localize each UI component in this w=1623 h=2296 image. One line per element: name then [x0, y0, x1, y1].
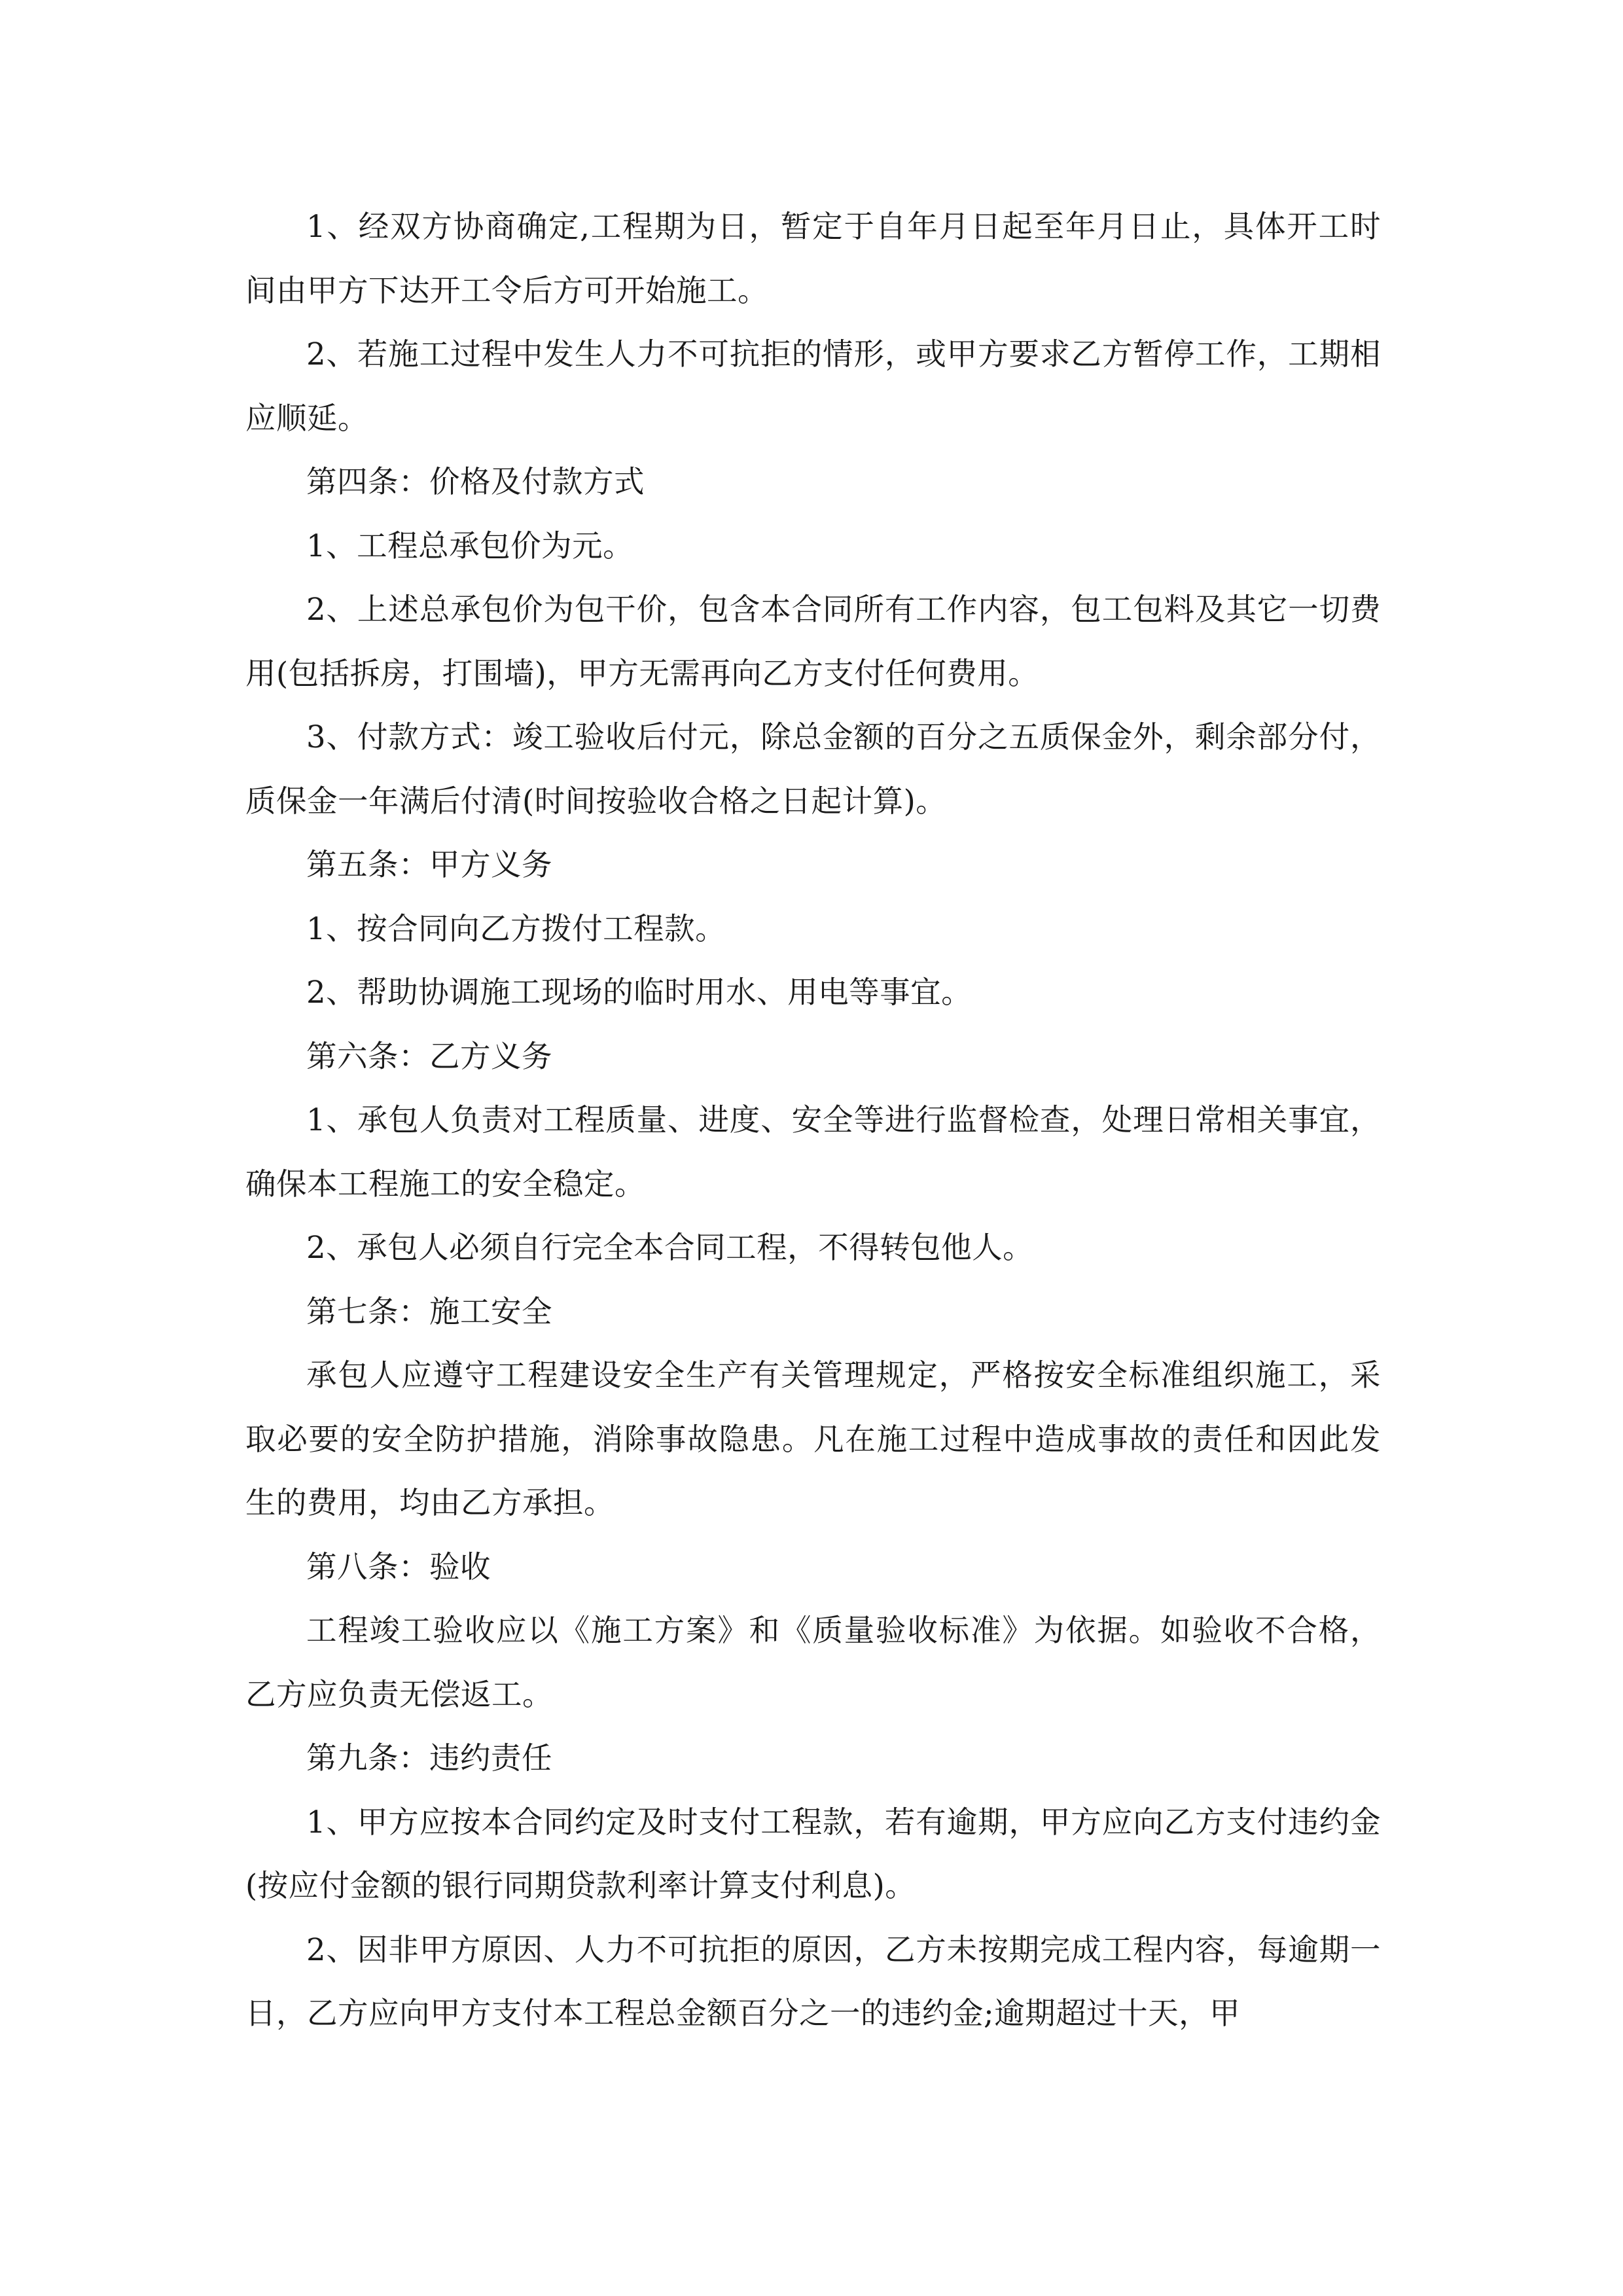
clause-paragraph: 2、上述总承包价为包干价，包含本合同所有工作内容，包工包料及其它一切费用(包括拆房，打围墙)，甲方无需再向乙方支付任何费用。 — [245, 592, 1381, 691]
clause-paragraph: 2、若施工过程中发生人力不可抗拒的情形，或甲方要求乙方暂停工作，工期相应顺延。 — [245, 336, 1381, 436]
clause-paragraph: 2、因非甲方原因、人力不可抗拒的原因，乙方未按期完成工程内容，每逾期一日，乙方应向甲方支付本工程总金额百分之一的违约金;逾期超过十天，甲 — [245, 1931, 1381, 2031]
article-heading: 第九条：违约责任 — [306, 1740, 552, 1776]
clause-paragraph: 工程竣工验收应以《施工方案》和《质量验收标准》为依据。如验收不合格，乙方应负责无偿返工。 — [245, 1613, 1381, 1712]
article-heading: 第四条：价格及付款方式 — [306, 464, 645, 499]
article-heading: 第八条：验收 — [306, 1549, 491, 1585]
clause-paragraph: 2、承包人必须自行完全本合同工程，不得转包他人。 — [306, 1230, 1034, 1265]
clause-paragraph: 1、经双方协商确定,工程期为日，暂定于自年月日起至年月日止，具体开工时间由甲方下达开工令后方可开始施工。 — [245, 209, 1381, 308]
article-heading: 第七条：施工安全 — [306, 1293, 552, 1329]
clause-paragraph: 3、付款方式：竣工验收后付元，除总金额的百分之五质保金外，剩余部分付，质保金一年满后付清(时间按验收合格之日起计算)。 — [245, 719, 1381, 819]
clause-paragraph: 1、承包人负责对工程质量、进度、安全等进行监督检查，处理日常相关事宜，确保本工程施工的安全稳定。 — [245, 1102, 1381, 1202]
article-heading: 第六条：乙方义务 — [306, 1038, 552, 1074]
document-body — [245, 195, 1381, 2046]
clause-paragraph: 1、按合同向乙方拨付工程款。 — [306, 910, 726, 946]
article-heading: 第五条：甲方义务 — [306, 847, 552, 882]
clause-paragraph: 2、帮助协调施工现场的临时用水、用电等事宜。 — [306, 975, 972, 1010]
clause-paragraph: 1、工程总承包价为元。 — [306, 528, 634, 564]
clause-paragraph: 1、甲方应按本合同约定及时支付工程款，若有逾期，甲方应向乙方支付违约金(按应付金额的银行同期贷款利率计算支付利息)。 — [245, 1804, 1381, 1903]
clause-paragraph: 承包人应遵守工程建设安全生产有关管理规定，严格按安全标准组织施工，采取必要的安全防护措施，消除事故隐患。凡在施工过程中造成事故的责任和因此发生的费用，均由乙方承担。 — [245, 1357, 1381, 1520]
